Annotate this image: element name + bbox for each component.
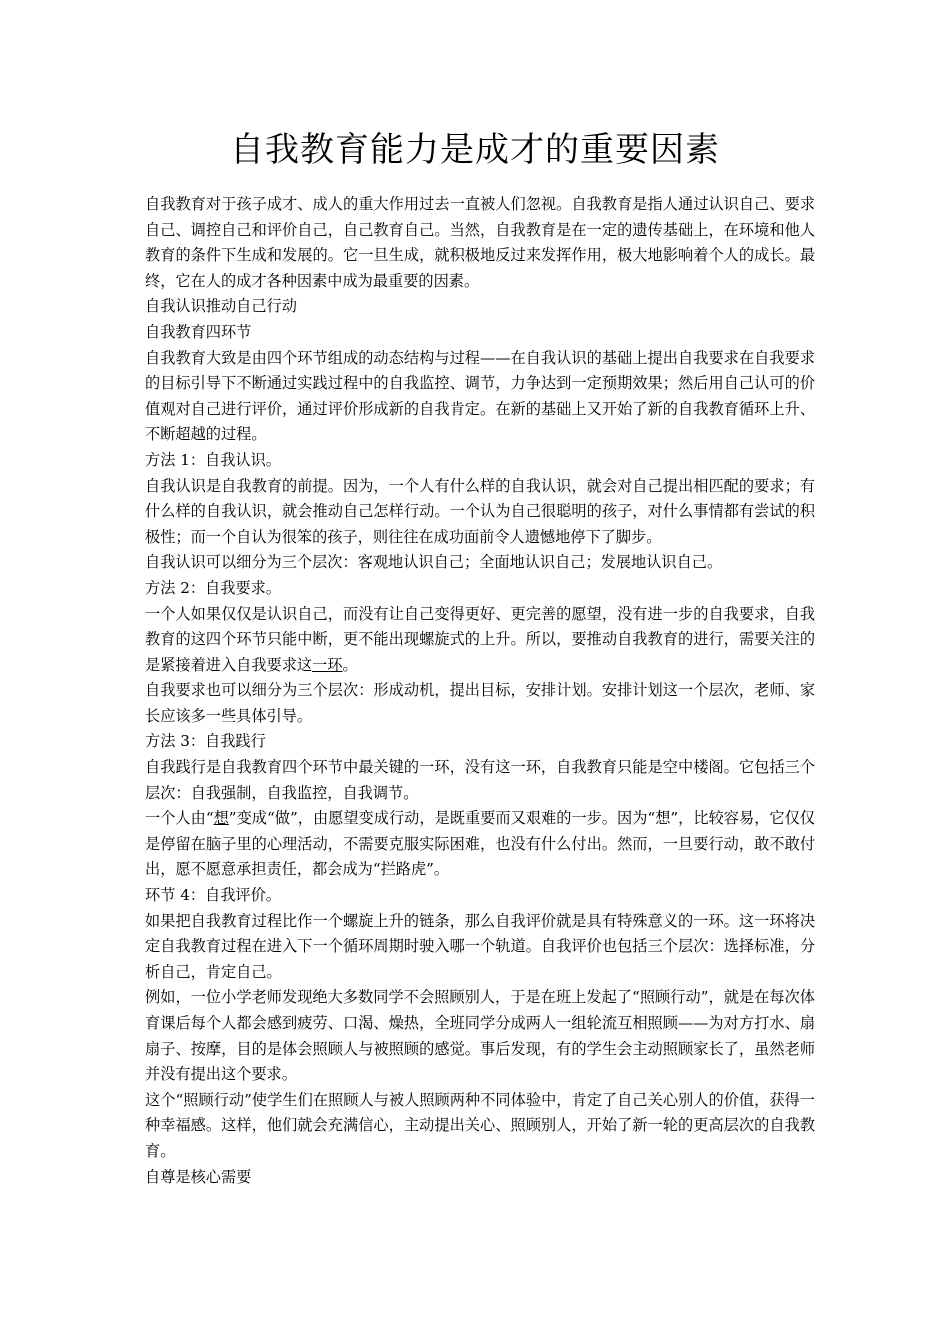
paragraph-method-1: 自我认识是自我教育的前提。因为，一个人有什么样的自我认识，就会对自己提出相匹配的要求；有什么样的自我认识，就会推动自己怎样行动。一个认为自己很聪明的孩子，对什么事情都有尝试的积极性；而一个自认为很笨的孩子，则往往在成功面前令人遗憾地停下了脚步。 [145,476,815,546]
paragraph-intro: 自我教育对于孩子成才、成人的重大作用过去一直被人们忽视。自我教育是指人通过认识自己、要求自己、调控自己和评价自己，自己教育自己。当然，自我教育是在一定的遗传基础上，在环境和他人教育的条件下生成和发展的。它一旦生成，就积极地反过来发挥作用，极大地影响着个人的成长。最终，它在人的成才各种因素中成为最重要的因素。 [145,195,815,290]
paragraph-method-2 [145,602,815,679]
paragraph-method-3-thinking-start: 一个人由“ [145,809,214,828]
heading-stage-4: 环节 4：自我评价。 [145,886,281,905]
paragraph-example: 例如，一位小学老师发现绝大多数同学不会照顾别人，于是在班上发起了“照顾行动”，就是在每次体育课后每个人都会感到疲劳、口渴、燥热，全班同学分成两人一组轮流互相照顾——为对方打水、扇扇子、按摩，目的是体会照顾人与被照顾的感觉。事后发现，有的学生会主动照顾家长了，虽然老师并没有提出这个要求。 [145,988,815,1084]
document-body [145,192,815,1190]
heading-self-esteem: 自尊是核心需要 [145,1167,252,1186]
heading-four-stages: 自我教育四环节 [145,322,252,341]
underlined-xiang: 想 [213,809,229,828]
heading-method-3: 方法 3：自我践行 [145,732,266,751]
paragraph-stage-4: 如果把自我教育过程比作一个螺旋上升的链条，那么自我评价就是具有特殊意义的一环。这一环将决定自我教育过程在进入下一个循环周期时驶入哪一个轨道。自我评价也包括三个层次：选择标准，分析自己，肯定自己。 [145,911,815,981]
underlined-yi-huan: 一环 [312,655,343,674]
paragraph-method-3-thinking [145,806,815,883]
heading-method-2: 方法 2：自我要求。 [145,578,281,597]
heading-method-1: 方法 1：自我认识。 [145,450,281,469]
paragraph-four-stages: 自我教育大致是由四个环节组成的动态结构与过程——在自我认识的基础上提出自我要求在自我要求的目标引导下不断通过实践过程中的自我监控、调节，力争达到一定预期效果；然后用自己认可的价值观对自己进行评价，通过评价形成新的自我肯定。在新的基础上又开始了新的自我教育循环上升、不断超越的过程。 [145,348,815,444]
paragraph-method-2-end: 。 [342,655,358,674]
document-title: 自我教育能力是成才的重要因素 [230,130,720,170]
paragraph-method-3-thinking-rest: ”变成“做”，由愿望变成行动，是既重要而又艰难的一步。因为“想”，比较容易，它仅仅是停留在脑子里的心理活动，不需要克服实际困难，也没有什么付出。然而，一旦要行动，敢不敢付出，愿不愿意承担责任，都会成为“拦路虎”。 [145,809,815,879]
heading-self-knowledge-drives-action: 自我认识推动自己行动 [145,297,297,316]
paragraph-method-1-levels: 自我认识可以细分为三个层次：客观地认识自己；全面地认识自己；发展地认识自己。 [145,553,723,572]
paragraph-method-2-levels: 自我要求也可以细分为三个层次：形成动机，提出目标，安排计划。安排计划这一个层次，老师、家长应该多一些具体引导。 [145,681,815,725]
paragraph-method-2-text: 一个人如果仅仅是认识自己，而没有让自己变得更好、更完善的愿望，没有进一步的自我要求，自我教育的这四个环节只能中断，更不能出现螺旋式的上升。所以，要推动自我教育的进行，需要关注的是紧接着进入自我要求这 [145,604,815,674]
paragraph-method-3: 自我践行是自我教育四个环节中最关键的一环，没有这一环，自我教育只能是空中楼阁。它包括三个层次：自我强制，自我监控，自我调节。 [145,758,815,802]
paragraph-example-result: 这个“照顾行动”使学生们在照顾人与被人照顾两种不同体验中，肯定了自己关心别人的价值，获得一种幸福感。这样，他们就会充满信心，主动提出关心、照顾别人，开始了新一轮的更高层次的自我教育。 [145,1090,815,1160]
